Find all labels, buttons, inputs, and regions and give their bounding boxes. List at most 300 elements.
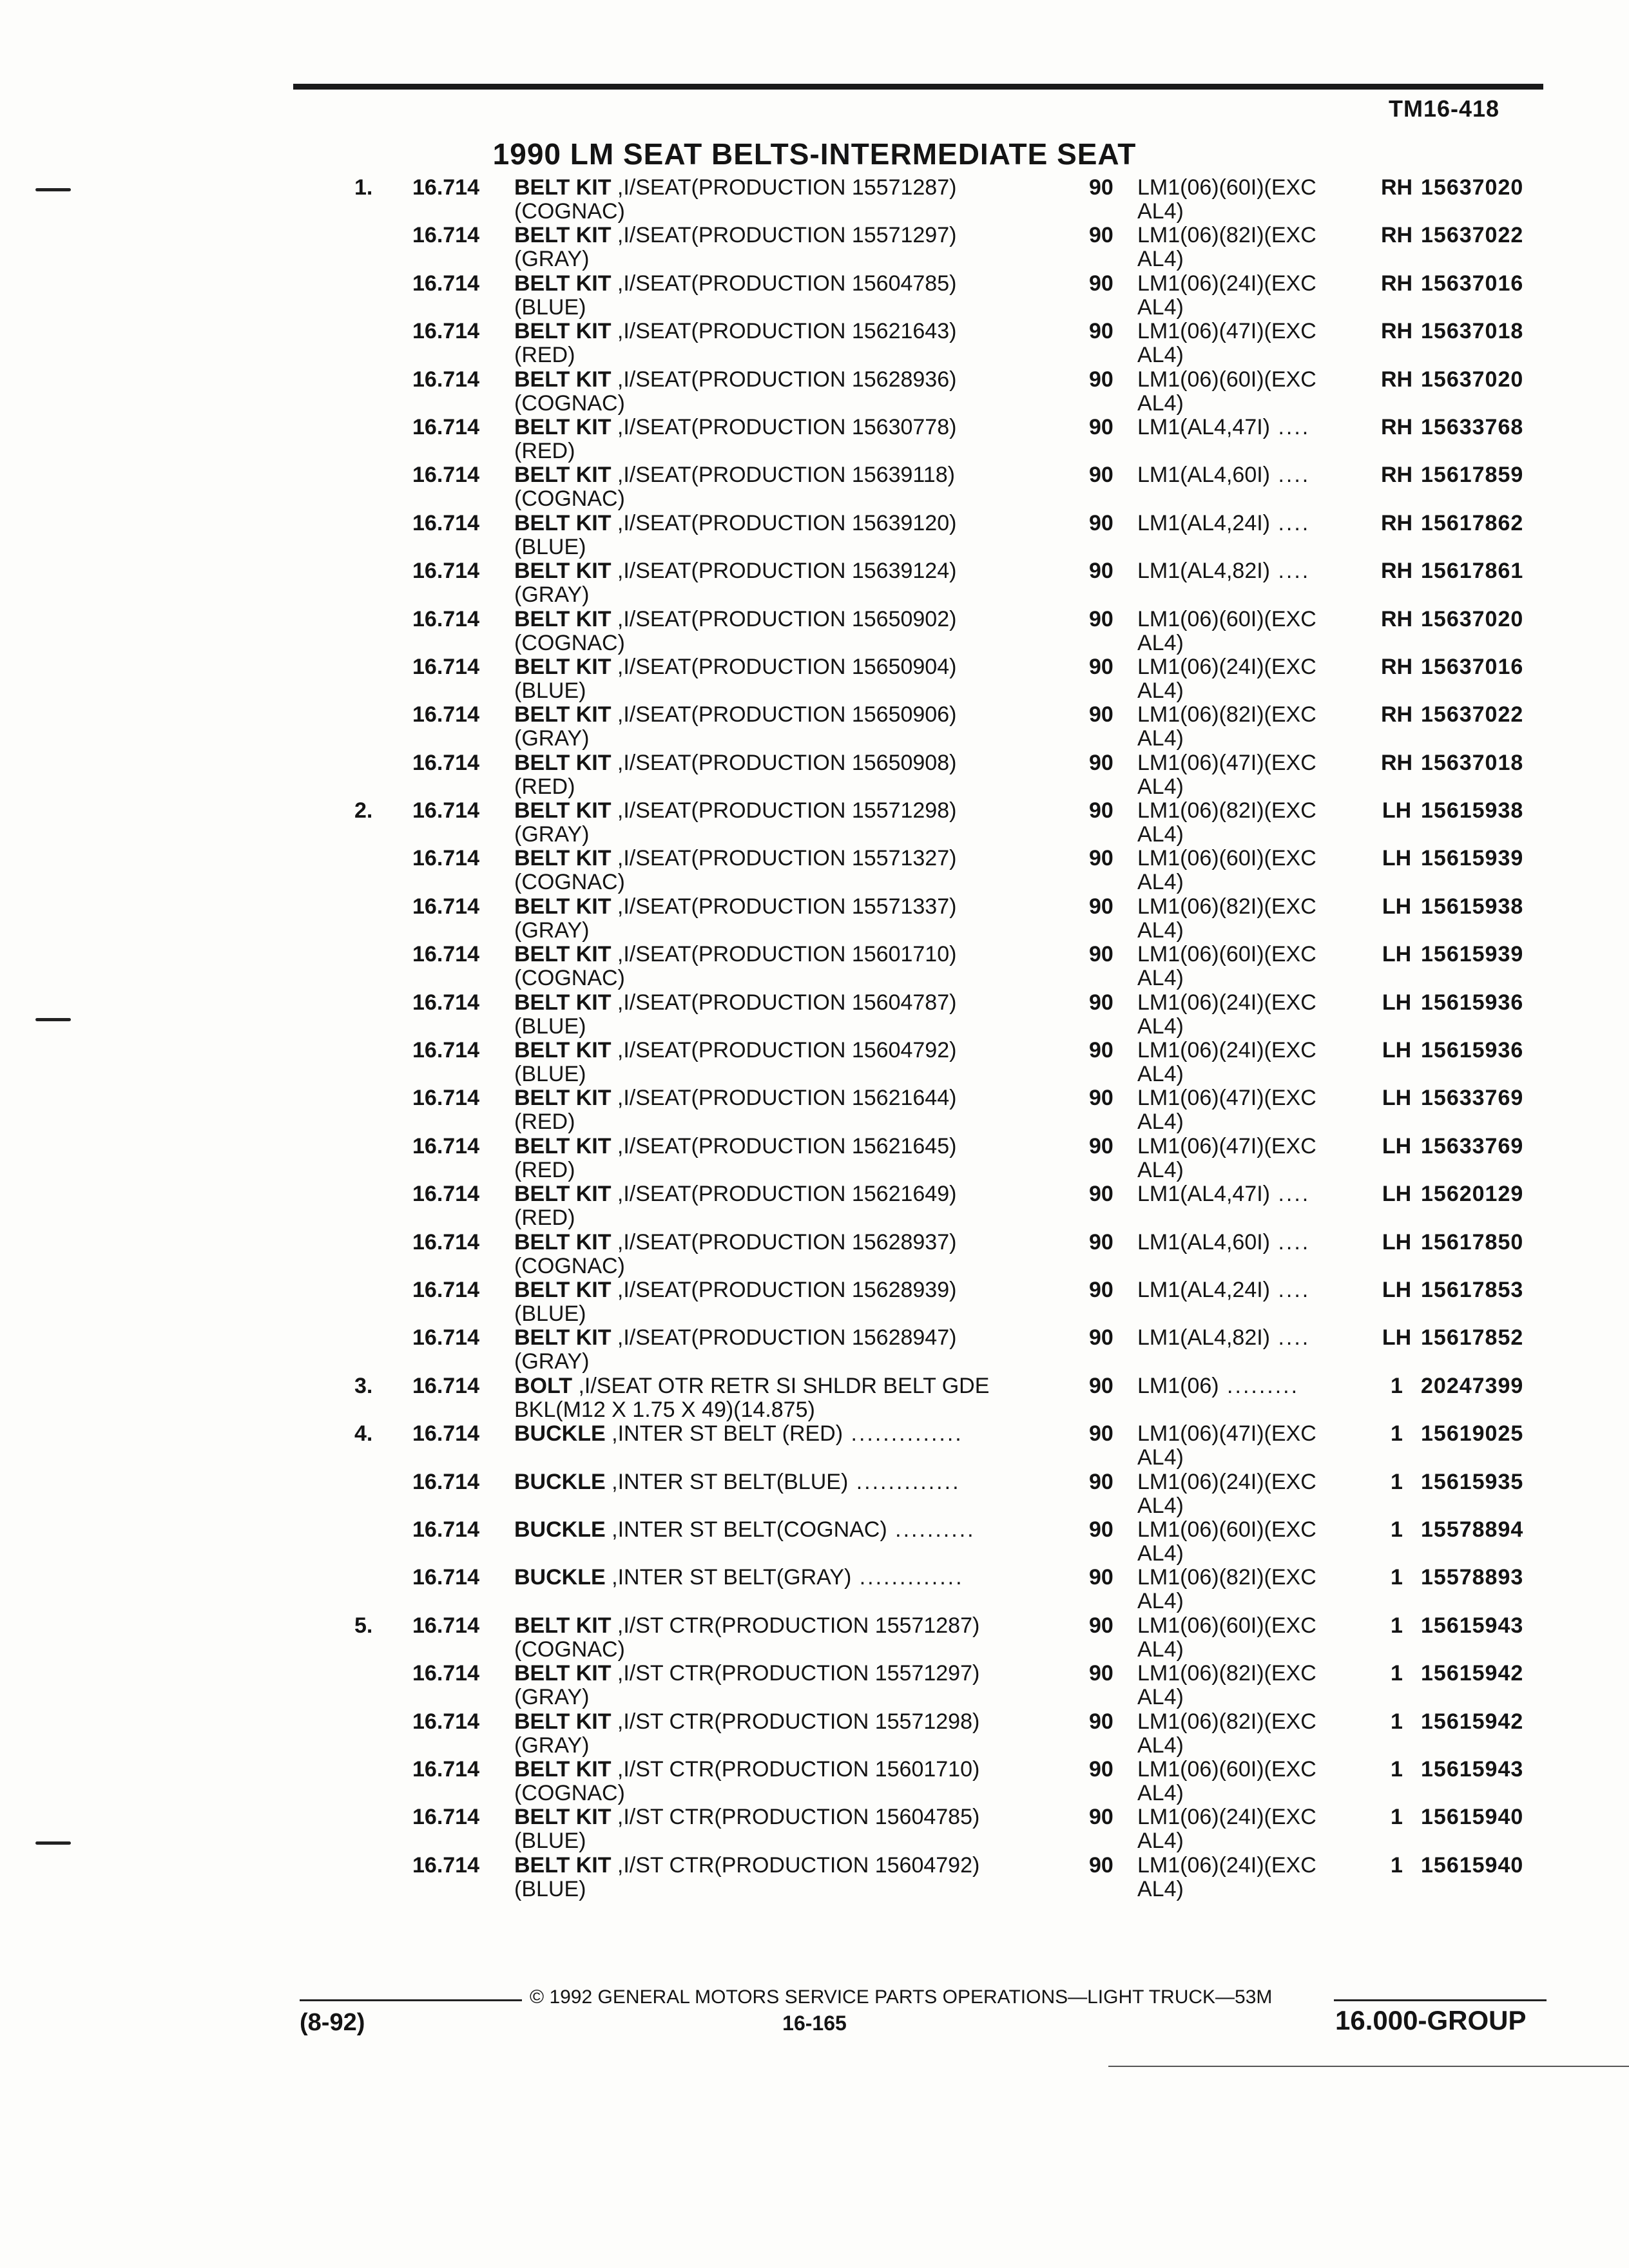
group-number: 16.714 <box>412 1229 479 1254</box>
part-description: ,I/SEAT(PRODUCTION 15639120) <box>611 510 957 535</box>
usage-code <box>1137 1326 1310 1350</box>
model-year: 90 <box>1089 1277 1113 1302</box>
parts-row <box>0 463 1629 511</box>
quantity: 1 <box>1391 1805 1403 1830</box>
usage-code <box>1137 799 1316 823</box>
page-title: 1990 LM SEAT BELTS-INTERMEDIATE SEAT <box>492 137 1137 171</box>
group-number: 16.714 <box>412 1709 479 1734</box>
description <box>514 1135 956 1158</box>
parts-row <box>0 1182 1629 1230</box>
part-name: BELT KIT <box>514 175 612 200</box>
model-year: 90 <box>1089 654 1113 679</box>
part-name: BELT KIT <box>514 559 612 584</box>
quantity: RH <box>1380 319 1413 344</box>
quantity: 1 <box>1391 1661 1403 1686</box>
model-year: 90 <box>1089 175 1113 200</box>
group-number: 16.714 <box>412 319 479 344</box>
usage-code <box>1137 1374 1299 1398</box>
description <box>514 895 956 919</box>
leader-dots: .... <box>1270 414 1311 439</box>
group-number: 16.714 <box>412 1325 479 1350</box>
quantity: RH <box>1380 654 1413 679</box>
parts-row <box>0 1805 1629 1853</box>
parts-row <box>0 991 1629 1039</box>
group-number: 16.714 <box>412 1805 479 1830</box>
group-number: 16.714 <box>412 942 479 967</box>
footer-copyright: © 1992 GENERAL MOTORS SERVICE PARTS OPERATIONS—LIGHT TRUCK—53M <box>530 1986 1273 2008</box>
part-name: BELT KIT <box>514 1229 612 1254</box>
part-name: BELT KIT <box>514 1613 612 1638</box>
quantity: 1 <box>1391 1709 1403 1734</box>
part-name: BELT KIT <box>514 1086 612 1111</box>
part-description: ,I/SEAT(PRODUCTION 15628936) <box>611 367 957 392</box>
parts-row <box>0 703 1629 751</box>
model-year: 90 <box>1089 414 1113 439</box>
model-year: 90 <box>1089 846 1113 871</box>
usage-text: LM1(AL4,47I) <box>1137 1182 1270 1207</box>
model-year: 90 <box>1089 702 1113 727</box>
description <box>514 991 956 1015</box>
quantity: LH <box>1382 990 1412 1015</box>
group-number: 16.714 <box>412 1661 479 1686</box>
parts-row <box>0 847 1629 894</box>
usage-text: LM1(06)(60I)(EXC <box>1137 1613 1316 1638</box>
usage-continued: AL4) <box>1137 966 1184 991</box>
part-number: 15615939 <box>1421 846 1524 871</box>
group-number: 16.714 <box>412 271 479 296</box>
group-number: 16.714 <box>412 894 479 919</box>
model-year: 90 <box>1089 223 1113 248</box>
part-name: BOLT <box>514 1373 573 1398</box>
part-description: ,I/SEAT(PRODUCTION 15621645) <box>611 1133 957 1158</box>
usage-continued: AL4) <box>1137 390 1184 416</box>
description <box>514 1710 979 1734</box>
usage-continued: AL4) <box>1137 1685 1184 1710</box>
part-name: BELT KIT <box>514 1709 612 1734</box>
parts-row <box>0 416 1629 463</box>
parts-row <box>0 1662 1629 1709</box>
group-number: 16.714 <box>412 175 479 200</box>
parts-row <box>0 368 1629 416</box>
page-number: 16-165 <box>782 2012 847 2035</box>
part-number: 15620129 <box>1421 1182 1524 1207</box>
quantity: 1 <box>1391 1565 1403 1590</box>
group-number: 16.714 <box>412 702 479 727</box>
model-year: 90 <box>1089 271 1113 296</box>
usage-continued: AL4) <box>1137 1829 1184 1854</box>
parts-list <box>0 176 1629 1901</box>
part-name: BELT KIT <box>514 319 612 344</box>
part-name: BELT KIT <box>514 414 612 439</box>
description-continued: (BLUE) <box>514 294 586 320</box>
usage-continued: AL4) <box>1137 1876 1184 1901</box>
group-number: 16.714 <box>412 1852 479 1878</box>
quantity: LH <box>1382 1277 1412 1302</box>
description <box>514 1422 963 1446</box>
parts-row <box>0 320 1629 367</box>
part-name: BUCKLE <box>514 1469 606 1494</box>
parts-row <box>0 1278 1629 1326</box>
description <box>514 1231 956 1254</box>
usage-text: LM1(06)(24I)(EXC <box>1137 654 1316 679</box>
part-description: ,I/SEAT(PRODUCTION 15604785) <box>611 271 957 296</box>
part-number: 15637020 <box>1421 367 1524 392</box>
usage-code <box>1137 943 1316 966</box>
part-description: ,I/SEAT(PRODUCTION 15571337) <box>611 894 957 919</box>
part-description: ,INTER ST BELT (RED) <box>605 1421 843 1446</box>
usage-text: LM1(06)(60I)(EXC <box>1137 846 1316 871</box>
quantity: 1 <box>1391 1373 1403 1398</box>
quantity: 1 <box>1391 1756 1403 1782</box>
ref-number: 3. <box>354 1373 373 1398</box>
usage-code <box>1137 751 1316 775</box>
description <box>514 1039 956 1062</box>
group-number: 16.714 <box>412 1086 479 1111</box>
part-name: BELT KIT <box>514 1133 612 1158</box>
usage-code <box>1137 272 1316 296</box>
part-description: ,I/SEAT(PRODUCTION 15650904) <box>611 654 957 679</box>
usage-text: LM1(06)(82I)(EXC <box>1137 894 1316 919</box>
group-number: 16.714 <box>412 223 479 248</box>
usage-code <box>1137 1662 1316 1686</box>
quantity: RH <box>1380 367 1413 392</box>
usage-code <box>1137 895 1316 919</box>
part-description: ,I/SEAT(PRODUCTION 15628947) <box>611 1325 957 1350</box>
usage-code <box>1137 1805 1316 1829</box>
part-name: BELT KIT <box>514 223 612 248</box>
quantity: RH <box>1380 414 1413 439</box>
description <box>514 847 956 870</box>
description-continued: (GRAY) <box>514 726 590 751</box>
group-number: 16.714 <box>412 750 479 775</box>
description-continued: (RED) <box>514 774 575 799</box>
part-number: 15615938 <box>1421 798 1524 823</box>
description-continued: (BLUE) <box>514 1876 586 1901</box>
part-number: 15617862 <box>1421 510 1524 535</box>
part-name: BELT KIT <box>514 1182 612 1207</box>
model-year: 90 <box>1089 1229 1113 1254</box>
usage-continued: AL4) <box>1137 918 1184 943</box>
part-description: ,INTER ST BELT(GRAY) <box>605 1565 852 1590</box>
part-name: BELT KIT <box>514 1325 612 1350</box>
usage-continued: AL4) <box>1137 1062 1184 1087</box>
usage-code <box>1137 1854 1316 1878</box>
model-year: 90 <box>1089 942 1113 967</box>
description <box>514 512 956 535</box>
parts-row <box>0 1231 1629 1278</box>
model-year: 90 <box>1089 559 1113 584</box>
usage-code <box>1137 1086 1316 1110</box>
usage-text: LM1(06)(60I)(EXC <box>1137 1756 1316 1782</box>
usage-code <box>1137 608 1316 631</box>
leader-dots: .... <box>1270 1182 1311 1207</box>
description-continued: (COGNAC) <box>514 1253 625 1278</box>
leader-dots: .... <box>1270 1229 1311 1254</box>
part-number: 15578893 <box>1421 1565 1524 1590</box>
part-number: 15615939 <box>1421 942 1524 967</box>
usage-code <box>1137 1566 1316 1590</box>
leader-dots: ............. <box>848 1469 961 1494</box>
part-description: ,I/SEAT(PRODUCTION 15571327) <box>611 846 957 871</box>
model-year: 90 <box>1089 1373 1113 1398</box>
leader-dots: .............. <box>843 1421 963 1446</box>
description <box>514 1662 979 1686</box>
quantity: RH <box>1380 223 1413 248</box>
usage-code <box>1137 559 1310 583</box>
part-name: BELT KIT <box>514 1277 612 1302</box>
part-name: BELT KIT <box>514 654 612 679</box>
model-year: 90 <box>1089 798 1113 823</box>
usage-text: LM1(06) <box>1137 1373 1219 1398</box>
footer-rule <box>300 1999 522 2001</box>
description <box>514 655 956 679</box>
part-description: ,I/SEAT(PRODUCTION 15628939) <box>611 1277 957 1302</box>
usage-text: LM1(06)(82I)(EXC <box>1137 223 1316 248</box>
usage-text: LM1(06)(82I)(EXC <box>1137 1709 1316 1734</box>
description <box>514 224 956 247</box>
description-continued: (COGNAC) <box>514 630 625 655</box>
usage-text: LM1(06)(60I)(EXC <box>1137 942 1316 967</box>
part-number: 15615942 <box>1421 1709 1524 1734</box>
part-name: BUCKLE <box>514 1421 606 1446</box>
usage-text: LM1(06)(24I)(EXC <box>1137 1852 1316 1878</box>
description <box>514 1278 956 1302</box>
description <box>514 1614 979 1638</box>
part-description: ,I/SEAT(PRODUCTION 15639118) <box>611 463 955 488</box>
group-number: 16.714 <box>412 1277 479 1302</box>
part-description: ,I/SEAT(PRODUCTION 15601710) <box>611 942 957 967</box>
part-description: ,I/SEAT(PRODUCTION 15621643) <box>611 319 957 344</box>
ref-number: 4. <box>354 1421 373 1446</box>
part-number: 15617853 <box>1421 1277 1524 1302</box>
description <box>514 943 956 966</box>
group-number: 16.714 <box>412 846 479 871</box>
usage-text: LM1(06)(60I)(EXC <box>1137 606 1316 631</box>
usage-continued: AL4) <box>1137 294 1184 320</box>
parts-row <box>0 1758 1629 1805</box>
model-year: 90 <box>1089 1325 1113 1350</box>
parts-row <box>0 1854 1629 1901</box>
leader-dots: .... <box>1270 510 1311 535</box>
parts-row <box>0 608 1629 655</box>
part-name: BELT KIT <box>514 750 612 775</box>
part-number: 15615942 <box>1421 1661 1524 1686</box>
usage-text: LM1(06)(24I)(EXC <box>1137 271 1316 296</box>
ref-number: 5. <box>354 1613 373 1638</box>
usage-text: LM1(06)(60I)(EXC <box>1137 1517 1316 1542</box>
description <box>514 368 956 392</box>
parts-row <box>0 751 1629 799</box>
usage-text: LM1(AL4,60I) <box>1137 1229 1270 1254</box>
part-name: BELT KIT <box>514 1038 612 1063</box>
usage-code <box>1137 463 1310 487</box>
part-number: 15615943 <box>1421 1756 1524 1782</box>
usage-text: LM1(AL4,60I) <box>1137 463 1270 488</box>
leader-dots: .... <box>1270 1277 1311 1302</box>
description-continued: (GRAY) <box>514 1685 590 1710</box>
usage-continued: AL4) <box>1137 1157 1184 1182</box>
usage-code <box>1137 512 1310 535</box>
part-number: 15633769 <box>1421 1133 1524 1158</box>
description-continued: (COGNAC) <box>514 486 625 512</box>
quantity: 1 <box>1391 1517 1403 1542</box>
description <box>514 1805 979 1829</box>
part-number: 15637020 <box>1421 175 1524 200</box>
leader-dots: .... <box>1270 559 1311 584</box>
group-number: 16.714 <box>412 1038 479 1063</box>
part-number: 15615938 <box>1421 894 1524 919</box>
description <box>514 320 956 343</box>
description <box>514 1854 979 1878</box>
quantity: LH <box>1382 1229 1412 1254</box>
description-continued: (GRAY) <box>514 247 590 272</box>
part-name: BELT KIT <box>514 1661 612 1686</box>
usage-code <box>1137 703 1316 727</box>
quantity: 1 <box>1391 1613 1403 1638</box>
description-continued: (RED) <box>514 343 575 368</box>
description-continued: BKL(M12 X 1.75 X 49)(14.875) <box>514 1397 815 1422</box>
usage-text: LM1(06)(47I)(EXC <box>1137 750 1316 775</box>
part-name: BELT KIT <box>514 1756 612 1782</box>
group-number: 16.714 <box>412 798 479 823</box>
quantity: LH <box>1382 1133 1412 1158</box>
parts-row <box>0 1566 1629 1613</box>
model-year: 90 <box>1089 1852 1113 1878</box>
part-name: BELT KIT <box>514 990 612 1015</box>
description-continued: (COGNAC) <box>514 390 625 416</box>
usage-continued: AL4) <box>1137 199 1184 224</box>
usage-text: LM1(06)(24I)(EXC <box>1137 1469 1316 1494</box>
usage-text: LM1(06)(60I)(EXC <box>1137 175 1316 200</box>
description-continued: (RED) <box>514 1206 575 1231</box>
part-name: BELT KIT <box>514 894 612 919</box>
model-year: 90 <box>1089 750 1113 775</box>
group-number: 16.714 <box>412 1613 479 1638</box>
quantity: LH <box>1382 846 1412 871</box>
parts-row <box>0 1086 1629 1134</box>
part-number: 15617852 <box>1421 1325 1524 1350</box>
usage-code <box>1137 1135 1316 1158</box>
part-name: BELT KIT <box>514 1805 612 1830</box>
usage-continued: AL4) <box>1137 1780 1184 1805</box>
part-description: ,I/SEAT(PRODUCTION 15571287) <box>611 175 957 200</box>
quantity: RH <box>1380 175 1413 200</box>
usage-code <box>1137 224 1316 247</box>
part-number: 15637022 <box>1421 223 1524 248</box>
model-year: 90 <box>1089 1038 1113 1063</box>
part-name: BELT KIT <box>514 271 612 296</box>
model-year: 90 <box>1089 319 1113 344</box>
usage-text: LM1(AL4,24I) <box>1137 1277 1270 1302</box>
parts-row <box>0 655 1629 703</box>
part-name: BELT KIT <box>514 367 612 392</box>
usage-continued: AL4) <box>1137 1493 1184 1518</box>
description-continued: (GRAY) <box>514 822 590 847</box>
model-year: 90 <box>1089 1565 1113 1590</box>
ref-number: 1. <box>354 175 373 200</box>
quantity: LH <box>1382 894 1412 919</box>
parts-row <box>0 799 1629 847</box>
part-description: ,I/ST CTR(PRODUCTION 15604792) <box>611 1852 980 1878</box>
description-continued: (RED) <box>514 438 575 463</box>
parts-row <box>0 1518 1629 1566</box>
leader-dots: ............. <box>851 1565 964 1590</box>
part-description: ,I/SEAT(PRODUCTION 15571298) <box>611 798 957 823</box>
group-number: 16.714 <box>412 1182 479 1207</box>
group-number: 16.714 <box>412 606 479 631</box>
model-year: 90 <box>1089 1133 1113 1158</box>
top-rule <box>293 84 1543 90</box>
usage-continued: AL4) <box>1137 247 1184 272</box>
part-number: 15637016 <box>1421 654 1524 679</box>
quantity: LH <box>1382 942 1412 967</box>
usage-text: LM1(AL4,82I) <box>1137 559 1270 584</box>
parts-row <box>0 1135 1629 1182</box>
usage-continued: AL4) <box>1137 870 1184 895</box>
description <box>514 416 956 439</box>
part-name: BELT KIT <box>514 510 612 535</box>
model-year: 90 <box>1089 1805 1113 1830</box>
part-description: ,I/SEAT(PRODUCTION 15604792) <box>611 1038 957 1063</box>
description-continued: (RED) <box>514 1157 575 1182</box>
usage-continued: AL4) <box>1137 678 1184 703</box>
part-number: 15615940 <box>1421 1805 1524 1830</box>
usage-text: LM1(06)(82I)(EXC <box>1137 1661 1316 1686</box>
quantity: LH <box>1382 1086 1412 1111</box>
part-description: ,INTER ST BELT(BLUE) <box>605 1469 849 1494</box>
description-continued: (COGNAC) <box>514 870 625 895</box>
part-number: 15617859 <box>1421 463 1524 488</box>
quantity: LH <box>1382 1182 1412 1207</box>
model-year: 90 <box>1089 606 1113 631</box>
parts-row <box>0 272 1629 320</box>
usage-continued: AL4) <box>1137 1589 1184 1614</box>
model-year: 90 <box>1089 510 1113 535</box>
usage-text: LM1(06)(47I)(EXC <box>1137 1086 1316 1111</box>
part-description: ,I/SEAT(PRODUCTION 15621644) <box>611 1086 957 1111</box>
usage-code <box>1137 368 1316 392</box>
description <box>514 463 955 487</box>
description <box>514 608 956 631</box>
part-description: ,I/SEAT(PRODUCTION 15650906) <box>611 702 957 727</box>
usage-text: LM1(AL4,82I) <box>1137 1325 1270 1350</box>
quantity: RH <box>1380 559 1413 584</box>
usage-text: LM1(06)(82I)(EXC <box>1137 1565 1316 1590</box>
part-description: ,I/SEAT OTR RETR SI SHLDR BELT GDE <box>572 1373 990 1398</box>
group-label: 16.000-GROUP <box>1335 2005 1527 2035</box>
model-year: 90 <box>1089 1709 1113 1734</box>
leader-dots: .......... <box>887 1517 976 1542</box>
usage-code <box>1137 1039 1316 1062</box>
usage-code <box>1137 1231 1310 1254</box>
usage-text: LM1(06)(24I)(EXC <box>1137 1805 1316 1830</box>
part-number: 15633768 <box>1421 414 1524 439</box>
usage-code <box>1137 847 1316 870</box>
quantity: RH <box>1380 510 1413 535</box>
group-number: 16.714 <box>412 510 479 535</box>
part-number: 15619025 <box>1421 1421 1524 1446</box>
model-year: 90 <box>1089 1661 1113 1686</box>
parts-row <box>0 559 1629 607</box>
part-number: 15617850 <box>1421 1229 1524 1254</box>
part-name: BELT KIT <box>514 798 612 823</box>
description <box>514 703 956 727</box>
model-year: 90 <box>1089 1756 1113 1782</box>
description-continued: (RED) <box>514 1110 575 1135</box>
usage-code <box>1137 655 1316 679</box>
part-number: 15615943 <box>1421 1613 1524 1638</box>
group-number: 16.714 <box>412 1373 479 1398</box>
